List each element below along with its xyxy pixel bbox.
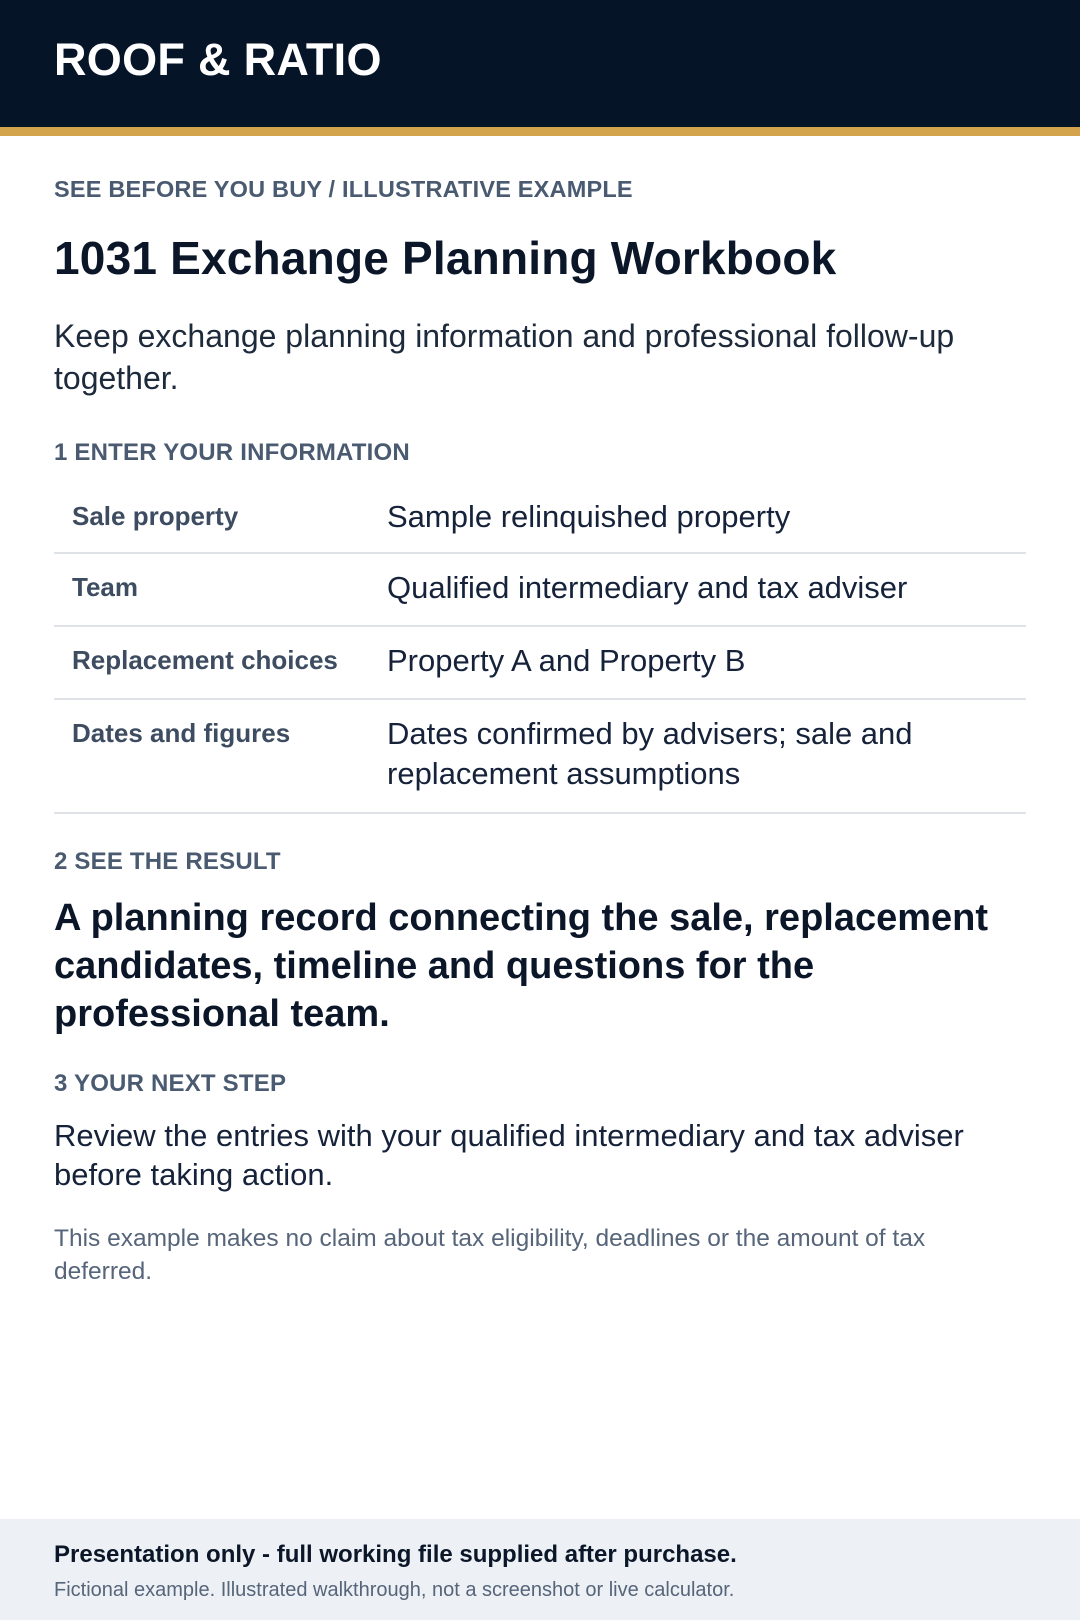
row-label: Dates and figures: [72, 718, 291, 748]
site-header: [0, 0, 1080, 136]
row-label: Replacement choices: [72, 645, 338, 675]
table-row-team: [54, 554, 1026, 627]
information-table: [54, 481, 1026, 814]
footer-fictional-note: Fictional example. Illustrated walkthrough, not a screenshot or live calculator.: [54, 1579, 735, 1601]
footer-notice: [0, 1519, 1080, 1620]
table-row-sale-property: [54, 481, 1026, 554]
row-value: Property A and Property B: [387, 643, 746, 678]
next-step-text: Review the entries with your qualified intermediary and tax adviser before taking action.: [54, 1118, 964, 1192]
eyebrow-label: SEE BEFORE YOU BUY / ILLUSTRATIVE EXAMPLE: [54, 176, 633, 202]
result-statement: A planning record connecting the sale, replacement candidates, timeline and questions for the professional team.: [54, 897, 989, 1035]
row-label: Sale property: [72, 501, 239, 531]
step-3-heading: 3 YOUR NEXT STEP: [54, 1070, 287, 1097]
main-content: [0, 176, 1080, 1288]
page-subtitle: Keep exchange planning information and professional follow-up together.: [54, 318, 955, 396]
table-row-replacement-choices: [54, 627, 1026, 700]
page-title: 1031 Exchange Planning Workbook: [54, 232, 837, 284]
brand-logo[interactable]: ROOF & RATIO: [54, 33, 382, 85]
table-row-dates-and-figures: [54, 700, 1026, 814]
row-value: Qualified intermediary and tax adviser: [387, 570, 908, 605]
row-label: Team: [72, 572, 138, 602]
row-value: Sample relinquished property: [387, 499, 791, 534]
footer-presentation-notice: Presentation only - full working file supplied after purchase.: [54, 1541, 737, 1568]
row-value: Dates confirmed by advisers; sale and replacement assumptions: [387, 716, 913, 791]
step-2-heading: 2 SEE THE RESULT: [54, 848, 281, 875]
step-1-heading: 1 ENTER YOUR INFORMATION: [54, 439, 410, 466]
disclaimer-text: This example makes no claim about tax eligibility, deadlines or the amount of tax deferred.: [54, 1225, 926, 1285]
